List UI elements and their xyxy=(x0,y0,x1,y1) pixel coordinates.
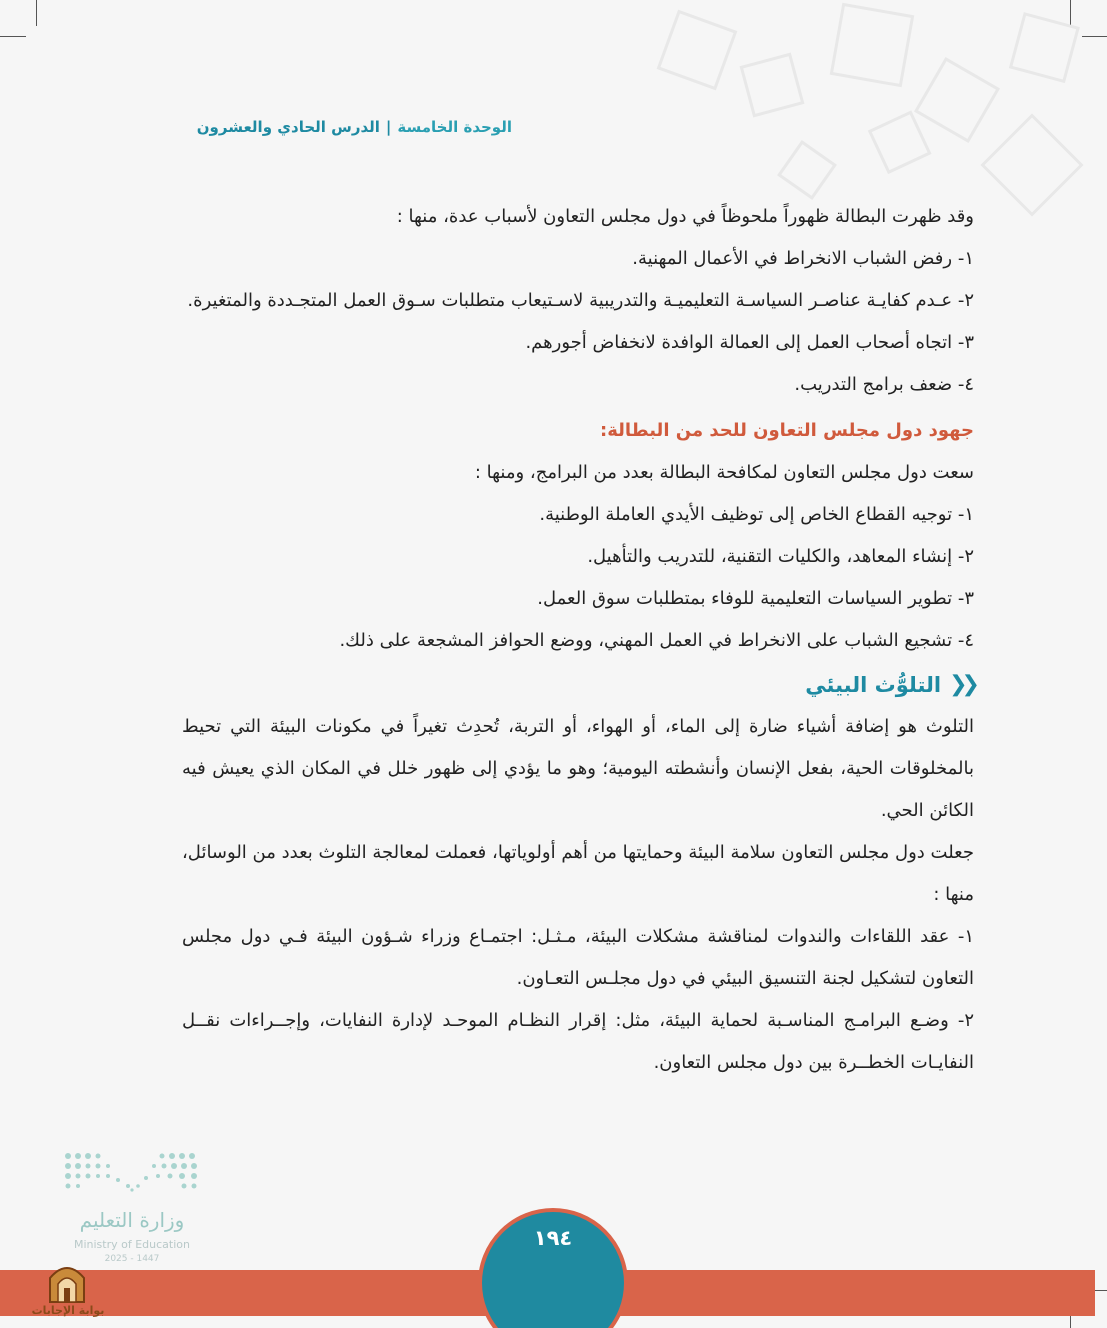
ministry-name-arabic: وزارة التعليم xyxy=(79,1208,185,1232)
ministry-name-english: Ministry of Education xyxy=(73,1238,190,1251)
efforts-intro: سعت دول مجلس التعاون لمكافحة البطالة بعدد من البرامج، ومنها : xyxy=(474,462,974,483)
crop-mark xyxy=(36,0,37,26)
gate-icon xyxy=(44,1258,90,1304)
effort-item: ٣- تطوير السياسات التعليمية للوفاء بمتطلبات سوق العمل. xyxy=(537,588,974,609)
efforts-heading: جهود دول مجلس التعاون للحد من البطالة: xyxy=(600,420,974,441)
effort-item: ١- توجيه القطاع الخاص إلى توظيف الأيدي العاملة الوطنية. xyxy=(539,504,974,525)
double-chevron-left-icon: ❮❮ xyxy=(949,672,974,697)
cause-item: ٣- اتجاه أصحاب العمل إلى العمالة الوافدة لانخفاض أجورهم. xyxy=(525,332,974,353)
unit-title: الوحدة الخامسة xyxy=(397,118,512,136)
watermark-text: بوابة الإجابات xyxy=(31,1304,105,1317)
watermark xyxy=(30,1258,106,1326)
lesson-body xyxy=(182,196,974,1084)
cause-item: ١- رفض الشباب الانخراط في الأعمال المهنية. xyxy=(632,248,974,269)
pollution-section-heading xyxy=(182,664,974,706)
ministry-logo xyxy=(62,1150,202,1265)
running-header xyxy=(197,118,512,136)
page-number: ١٩٤ xyxy=(533,1226,573,1250)
ministry-year: 2025 - 1447 xyxy=(104,1254,160,1264)
pollution-intro: جعلت دول مجلس التعاون سلامة البيئة وحمايتها من أهم أولوياتها، فعملت لمعالجة التلوث بعدد من الوسائل، منها : xyxy=(182,842,974,905)
header-separator: | xyxy=(385,118,392,136)
cause-item: ٤- ضعف برامج التدريب. xyxy=(794,374,974,395)
pollution-definition: التلوث هو إضافة أشياء ضارة إلى الماء، أو الهواء، أو التربة، تُحدِث تغيراً في مكونات البيئة التي تحيط بالمخلوقات الحية، بفعل الإنسان وأنشطته اليومية؛ وهو ما يؤدي إلى ظهور خلل في المكان الذي يعيش فيه الكائن الحي. xyxy=(182,716,974,821)
measure-item: ١- عقد اللقاءات والندوات لمناقشة مشكلات البيئة، مـثـل: اجتمـاع وزراء شـؤون البيئة فـي دول مجلس التعاون لتشكيل لجنة التنسيق البيئي في دول مجلـس التعـاون. xyxy=(182,926,974,989)
pollution-heading-text: التلوُّث البيئي xyxy=(805,673,942,697)
effort-item: ٤- تشجيع الشباب على الانخراط في العمل المهني، ووضع الحوافز المشجعة على ذلك. xyxy=(339,630,974,651)
dots-logo-icon xyxy=(62,1150,202,1195)
effort-item: ٢- إنشاء المعاهد، والكليات التقنية، للتدريب والتأهيل. xyxy=(587,546,974,567)
cause-item: ٢- عـدم كفايـة عناصـر السياسـة التعليميـة والتدريبية لاسـتيعاب متطلبات سـوق العمل المتجـددة والمتغيرة. xyxy=(187,290,974,311)
unemployment-intro: وقد ظهرت البطالة ظهوراً ملحوظاً في دول مجلس التعاون لأسباب عدة، منها : xyxy=(396,206,974,227)
lesson-title: الدرس الحادي والعشرون xyxy=(196,118,380,136)
measure-item: ٢- وضـع البرامـج المناسـبة لحماية البيئة، مثل: إقرار النظـام الموحـد لإدارة النفايات، وإجــراءات نقــل النفايـات الخطــرة بين دول مجلس التعاون. xyxy=(182,1010,974,1073)
crop-mark xyxy=(0,36,26,37)
